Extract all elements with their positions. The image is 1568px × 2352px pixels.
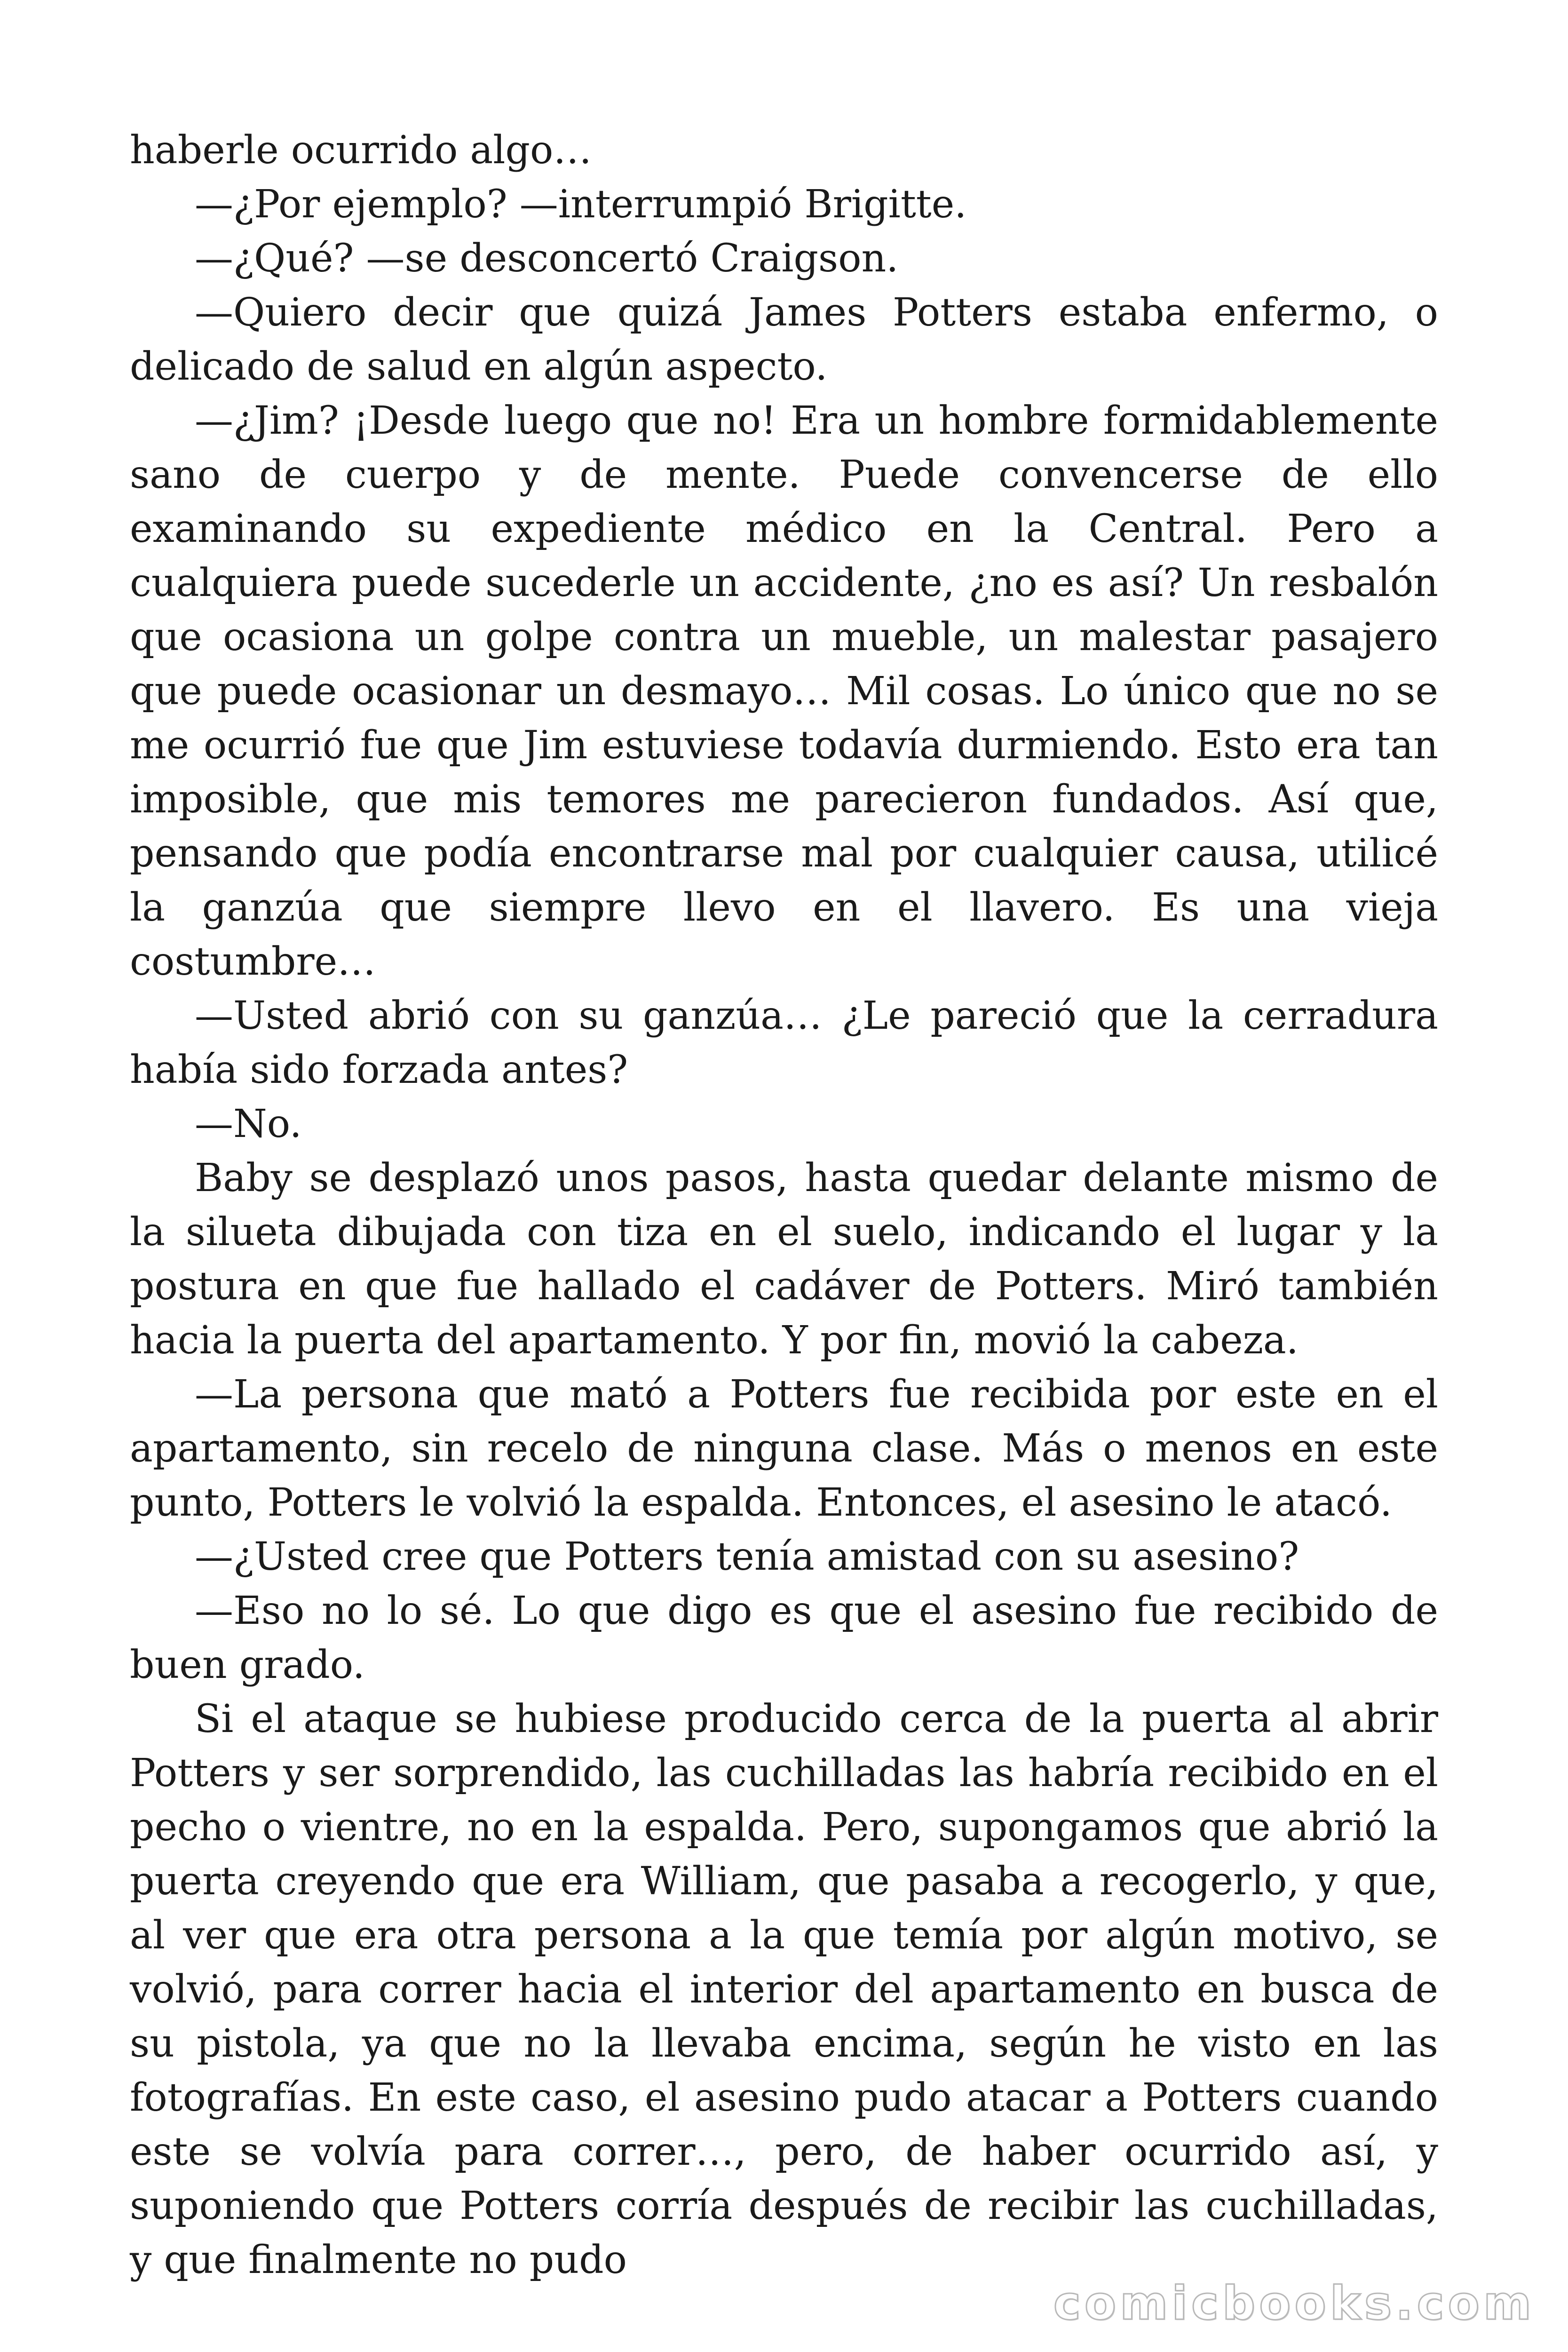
paragraph: haberle ocurrido algo… <box>130 128 592 173</box>
paragraph: —La persona que mató a Potters fue recibida por este en el apartamento, sin recelo de ninguna clase. Más o menos en este punto, Potters le volvió la espalda. Entonces, el asesino le atacó. <box>130 1372 1438 1525</box>
watermark: comicbooks.com <box>1053 2277 1535 2330</box>
paragraph: —¿Qué? —se desconcertó Craigson. <box>195 236 899 281</box>
page-body <box>130 123 1438 2287</box>
paragraph: —¿Jim? ¡Desde luego que no! Era un hombre formidablemente sano de cuerpo y de mente. Puede convencerse de ello examinando su expediente médico en la Central. Pero a cualquiera puede sucederle un accidente, ¿no es así? Un resbalón que ocasiona un golpe contra un mueble, un malestar pasajero que puede ocasionar un desmayo… Mil cosas. Lo único que no se me ocurrió fue que Jim estuviese todavía durmiendo. Esto era tan imposible, que mis temores me parecieron fundados. Así que, pensando que podía encontrarse mal por cualquier causa, utilicé la ganzúa que siempre llevo en el llavero. Es una vieja costumbre… <box>130 398 1438 984</box>
paragraph: —¿Por ejemplo? —interrumpió Brigitte. <box>195 182 967 227</box>
paragraph: —Usted abrió con su ganzúa… ¿Le pareció que la cerradura había sido forzada antes? <box>130 993 1438 1092</box>
paragraph: —Quiero decir que quizá James Potters estaba enfermo, o delicado de salud en algún aspecto. <box>130 290 1438 389</box>
paragraph: —Eso no lo sé. Lo que digo es que el asesino fue recibido de buen grado. <box>130 1589 1438 1687</box>
paragraph: Si el ataque se hubiese producido cerca de la puerta al abrir Potters y ser sorprendido, las cuchilladas las habría recibido en el pecho o vientre, no en la espalda. Pero, supongamos que abrió la puerta creyendo que era William, que pasaba a recogerlo, y que, al ver que era otra persona a la que temía por algún motivo, se volvió, para correr hacia el interior del apartamento en busca de su pistola, ya que no la llevaba encima, según he visto en las fotografías. En este caso, el asesino pudo atacar a Potters cuando este se volvía para correr…, pero, de haber ocurrido así, y suponiendo que Potters corría después de recibir las cuchilladas, y que finalmente no pudo <box>130 1697 1438 2282</box>
paragraph: —¿Usted cree que Potters tenía amistad con su asesino? <box>195 1534 1299 1579</box>
paragraph: —No. <box>195 1102 302 1146</box>
paragraph: Baby se desplazó unos pasos, hasta quedar delante mismo de la silueta dibujada con tiza en el suelo, indicando el lugar y la postura en que fue hallado el cadáver de Potters. Miró también hacia la puerta del apartamento. Y por fin, movió la cabeza. <box>130 1156 1438 1363</box>
